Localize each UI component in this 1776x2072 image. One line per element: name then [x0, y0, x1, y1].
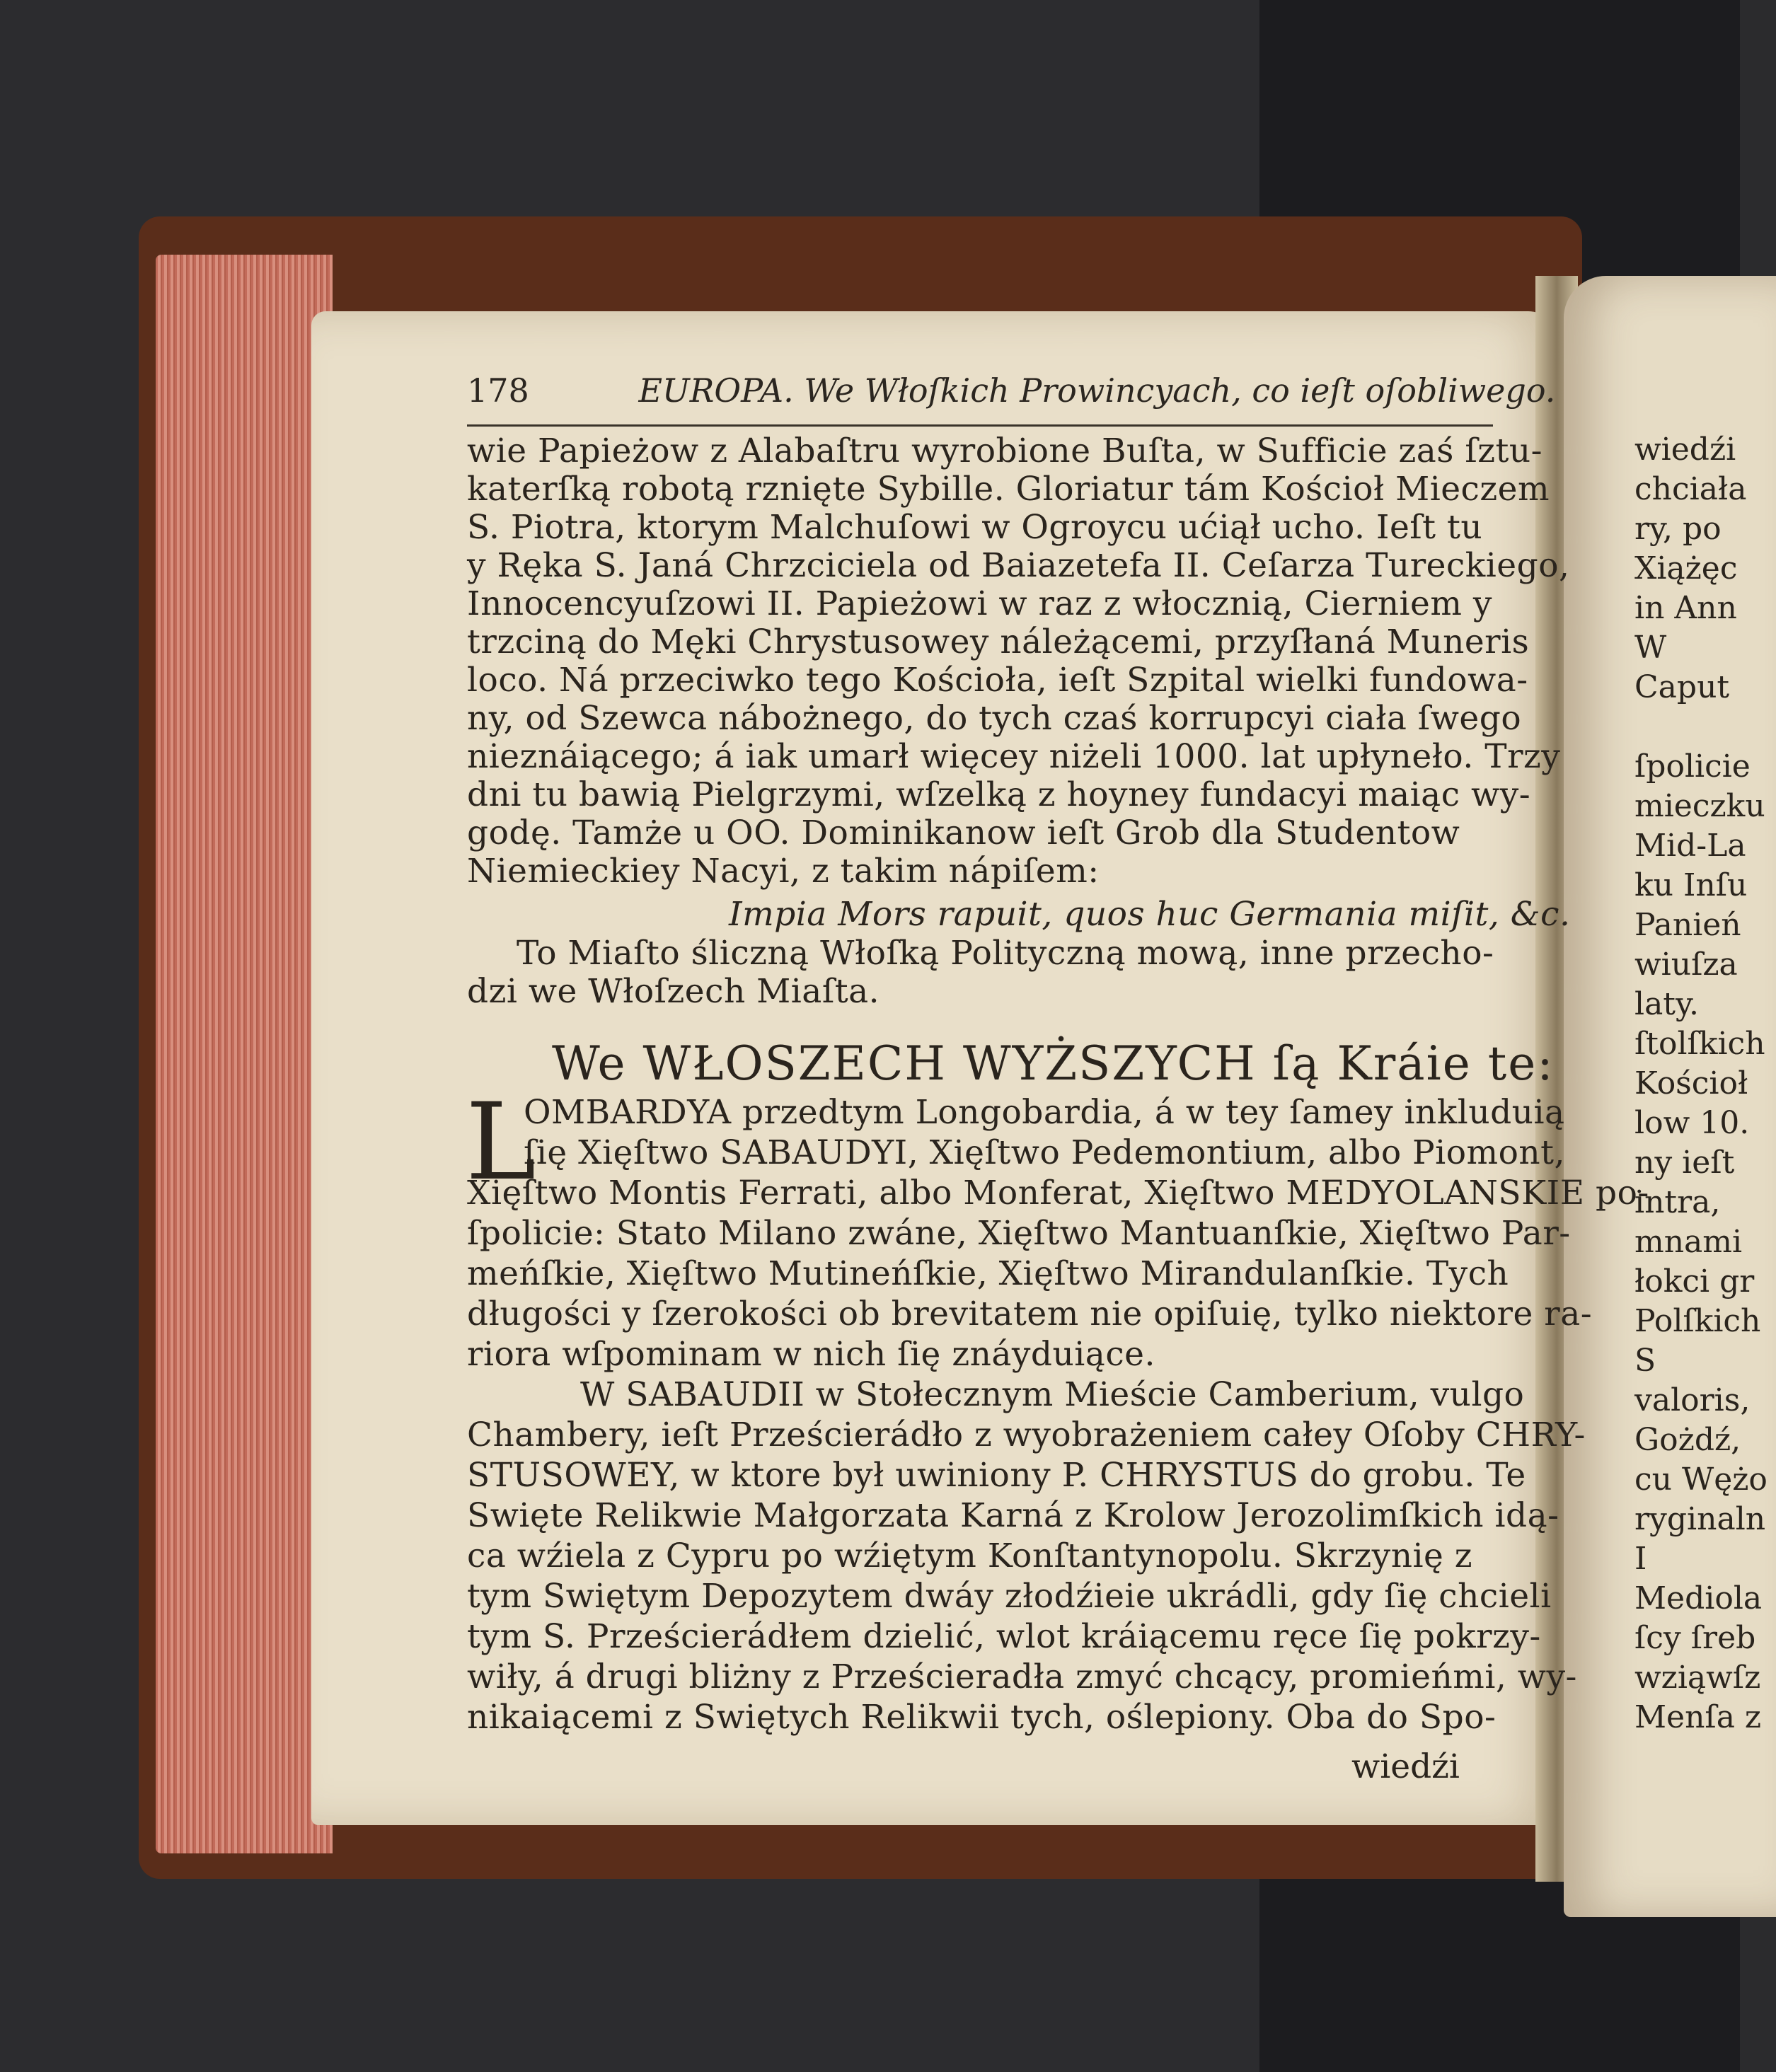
- header-rule: [467, 424, 1493, 427]
- right-page-fragments-line: ku Inſu: [1634, 867, 1748, 903]
- body-lines-top-line: y Ręka S. Janá Chrzciciela od Baiazetefa II. Ceſarza Tureckiego,: [467, 546, 1570, 585]
- right-page-fragments-line: ry, po: [1634, 511, 1722, 547]
- right-page-fragments-line: łokci gr: [1634, 1263, 1755, 1300]
- right-page-fragments-line: ſpolicie: [1634, 748, 1751, 785]
- right-page-fragments-line: chciała: [1634, 471, 1747, 507]
- page-number: 178: [467, 371, 529, 410]
- body-lines-bottom-line: STUSOWEY, w ktore był uwiniony P. CHRYSTUS do grobu. Te: [467, 1456, 1526, 1495]
- body-lines-top-line: trzciną do Męki Chrystusowey náleżącemi, przyſłaná Muneris: [467, 623, 1530, 661]
- right-page-fragments-line: laty.: [1634, 986, 1699, 1022]
- body-lines-top-line: Innocencyuſzowi II. Papieżowi w raz z włocznią, Cierniem y: [467, 584, 1492, 623]
- body-lines-mid-line: dzi we Włoſzech Miaſta.: [467, 972, 880, 1011]
- body-lines-top-line: godę. Tamże u OO. Dominikanow ieſt Grob dla Studentow: [467, 814, 1460, 852]
- right-page-fragments-line: Mid-La: [1634, 828, 1746, 864]
- body-lines-bottom-line: tym Swiętym Depozytem dwáy złodźieie ukrádli, gdy ſię chcieli: [467, 1577, 1552, 1616]
- right-page-fragments-line: ny ieſt: [1634, 1145, 1735, 1181]
- body-lines-top-line: ny, od Szewca nábożnego, do tych czaś korrupcyi ciała ſwego: [467, 699, 1522, 738]
- right-page-fragments-line: ſcy ſreb: [1634, 1620, 1756, 1656]
- right-page-fragments-line: wziąwſz: [1634, 1660, 1761, 1696]
- right-page-fragments-line: cu Wężo: [1634, 1462, 1768, 1498]
- running-header: [467, 371, 1555, 410]
- body-lines-top-line: wie Papieżow z Alabaſtru wyrobione Buſta, w Sufficie zaś ſztu-: [467, 432, 1543, 470]
- right-page-fragments-line: Mediola: [1634, 1580, 1763, 1616]
- right-page-fragments-line: W: [1634, 630, 1667, 666]
- body-lines-bottom-line: Swięte Relikwie Małgorzata Karná z Krolow Jerozolimſkich idą-: [467, 1496, 1559, 1535]
- right-page-fragments-line: ryginaln: [1634, 1501, 1766, 1537]
- body-lines-bottom-line: ſpolicie: Stato Milano zwáne, Xięſtwo Mantuanſkie, Xięſtwo Par-: [467, 1214, 1571, 1253]
- body-lines-bottom-line: Xięſtwo Montis Ferrati, albo Monferat, Xięſtwo MEDYOLANSKIE po-: [467, 1174, 1649, 1212]
- right-page-fragments-line: intra,: [1634, 1184, 1721, 1220]
- running-title: EUROPA. We Włoſkich Prowincyach, co ieſt oſobliwego.: [638, 371, 1556, 410]
- right-page-fragments-line: I: [1634, 1541, 1647, 1577]
- body-lines-bottom-line: Chambery, ieſt Prześcierádło z wyobrażeniem całey Oſoby CHRY-: [467, 1416, 1586, 1454]
- catchword: wiedźi: [1351, 1747, 1460, 1786]
- right-page-fragments-line: Menſa z: [1634, 1699, 1762, 1735]
- right-page-fragments-line: in Ann: [1634, 590, 1737, 626]
- right-page-fragments-line: Kościoł: [1634, 1065, 1748, 1101]
- right-page-fragments-line: Caput: [1634, 669, 1730, 705]
- right-page-fragments-line: low 10.: [1634, 1105, 1750, 1141]
- right-page-fragments-line: mieczku: [1634, 788, 1765, 824]
- body-lines-bottom-line: OMBARDYA przedtym Longobardia, á w tey ſamey inkluduią: [524, 1093, 1565, 1132]
- body-lines-bottom-line: W SABAUDII w Stołecznym Mieście Camberium, vulgo: [580, 1375, 1525, 1414]
- right-page-fragments-line: mnami: [1634, 1224, 1743, 1260]
- body-lines-bottom-line: meńſkie, Xięſtwo Mutineńſkie, Xięſtwo Mirandulanſkie. Tych: [467, 1254, 1509, 1293]
- right-page-fragments-line: S: [1634, 1343, 1656, 1379]
- right-page-fragments-line: ſtolſkich: [1634, 1026, 1765, 1062]
- right-page-fragments-line: wiuſza: [1634, 947, 1738, 983]
- body-lines-bottom-line: tym S. Prześcierádłem dzielić, wlot kráiącemu ręce ſię pokrzy-: [467, 1617, 1541, 1656]
- body-lines-top-line: Niemieckiey Nacyi, z takim nápiſem:: [467, 852, 1100, 891]
- section-heading: We WŁOSZECH WYŻSZYCH ſą Kráie te:: [552, 1036, 1555, 1091]
- body-lines-top-line: loco. Ná przeciwko tego Kościoła, ieſt Szpital wielki fundowa-: [467, 661, 1528, 700]
- latin-quote: Impia Mors rapuit, quos huc Germania miſit, &c.: [729, 895, 1571, 934]
- body-lines-bottom-line: ca wźiela z Cypru po wźiętym Konſtantynopolu. Skrzynię z: [467, 1536, 1473, 1575]
- right-page-fragments-line: Xiążęc: [1634, 550, 1738, 586]
- right-page-fragments-line: valoris,: [1634, 1382, 1751, 1418]
- page-edges: [156, 255, 333, 1853]
- body-lines-bottom-line: długości y ſzerokości ob brevitatem nie opiſuię, tylko niektore ra-: [467, 1295, 1593, 1333]
- right-page-fragments-line: Polſkich: [1634, 1303, 1761, 1339]
- body-lines-bottom-line: ſię Xięſtwo SABAUDYI, Xięſtwo Pedemontium, albo Piomont,: [524, 1133, 1565, 1172]
- body-lines-bottom-line: riora wſpominam w nich ſię znáyduiące.: [467, 1335, 1155, 1374]
- body-lines-bottom-line: wiły, á drugi bliżny z Prześcieradła zmyć chcący, promieńmi, wy-: [467, 1657, 1577, 1696]
- body-lines-top-line: S. Piotra, ktorym Malchuſowi w Ogroycu ućiął ucho. Ieſt tu: [467, 508, 1483, 547]
- body-lines-mid-line: To Miaſto śliczną Włoſką Polityczną mową, inne przecho-: [517, 934, 1494, 973]
- right-page-fragments-line: wiedźi: [1634, 432, 1736, 468]
- right-page-fragments-line: Gożdź,: [1634, 1422, 1741, 1458]
- drop-cap: L: [466, 1081, 536, 1204]
- body-lines-bottom-line: nikaiącemi z Swiętych Relikwii tych, oślepiony. Oba do Spo-: [467, 1698, 1497, 1737]
- body-lines-top-line: nieznáiącego; á iak umarł więcey niżeli 1000. lat upłyneło. Trzy: [467, 737, 1561, 776]
- body-lines-top-line: dni tu bawią Pielgrzymi, wſzelką z hoyney fundacyi maiąc wy-: [467, 775, 1531, 814]
- body-lines-top-line: katerſką robotą rznięte Sybille. Gloriatur tám Kościoł Mieczem: [467, 470, 1550, 509]
- right-page-fragments-line: Panień: [1634, 907, 1741, 943]
